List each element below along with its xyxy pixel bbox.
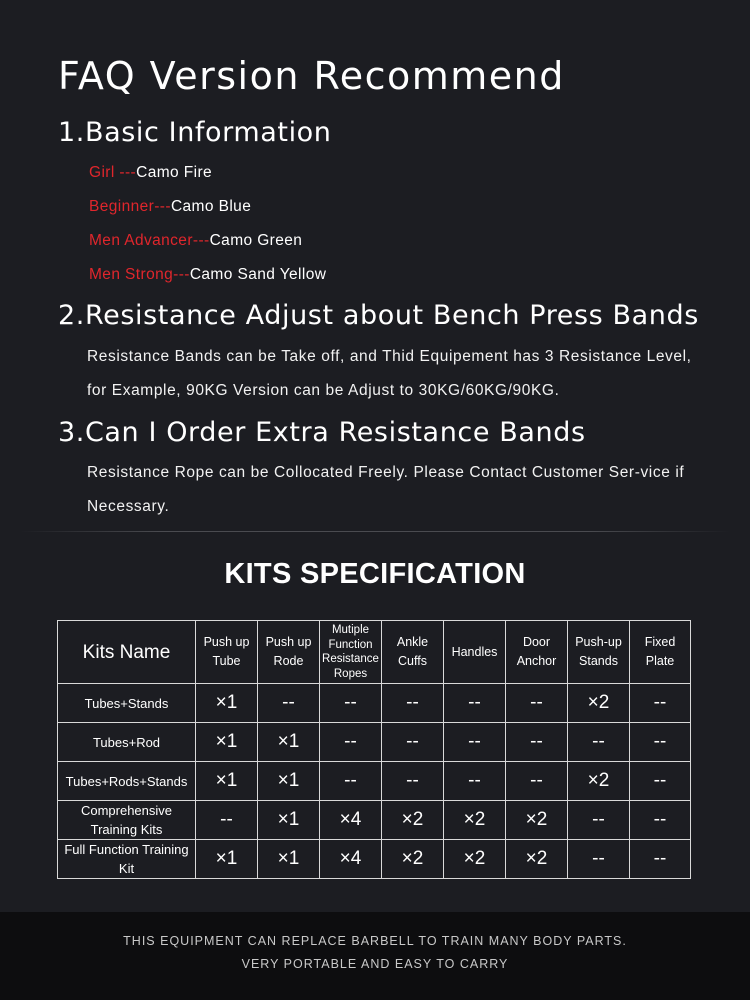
table-cell: ×1 xyxy=(258,762,320,801)
column-header-ankle-cuffs: Ankle Cuffs xyxy=(382,621,444,684)
kits-specification-table xyxy=(57,620,691,879)
resistance-adjust-text: Resistance Bands can be Take off, and Thid Equipement has 3 Resistance Level, for Example, 90KG Version can be Adjust to 30KG/60KG/90KG. xyxy=(87,348,692,399)
column-header-push-up-rode: Push up Rode xyxy=(258,621,320,684)
table-row xyxy=(58,762,691,801)
table-cell: ×2 xyxy=(506,801,568,840)
info-item-beginner xyxy=(89,198,251,216)
info-item-men-strong xyxy=(89,266,326,284)
kits-specification-title: KITS SPECIFICATION xyxy=(224,558,526,590)
table-cell: -- xyxy=(444,684,506,723)
info-item-value: Camo Green xyxy=(209,232,303,249)
footer-line-1: THIS EQUIPMENT CAN REPLACE BARBELL TO TRAIN MANY BODY PARTS. xyxy=(123,934,627,948)
table-cell: -- xyxy=(506,762,568,801)
kit-name-cell: Full Function Training Kit xyxy=(58,840,196,879)
column-header-push-up-tube: Push up Tube xyxy=(196,621,258,684)
info-item-men-advancer xyxy=(89,232,302,250)
footer-line-2: VERY PORTABLE AND EASY TO CARRY xyxy=(241,957,509,971)
table-cell: -- xyxy=(630,762,691,801)
column-header-fixed-plate: Fixed Plate xyxy=(630,621,691,684)
table-cell: -- xyxy=(320,723,382,762)
table-cell: -- xyxy=(568,723,630,762)
table-cell: ×2 xyxy=(444,801,506,840)
column-header-door-anchor: Door Anchor xyxy=(506,621,568,684)
table-cell: -- xyxy=(630,723,691,762)
table-cell: -- xyxy=(382,762,444,801)
kit-name-cell: Tubes+Stands xyxy=(58,684,196,723)
section-heading-extra-bands: 3.Can I Order Extra Resistance Bands xyxy=(58,417,586,448)
table-row xyxy=(58,840,691,879)
footer-banner xyxy=(0,912,750,1000)
table-cell: ×2 xyxy=(382,801,444,840)
table-cell: ×2 xyxy=(506,840,568,879)
table-cell: -- xyxy=(382,684,444,723)
table-cell: -- xyxy=(630,840,691,879)
table-cell: -- xyxy=(568,840,630,879)
table-cell: ×1 xyxy=(196,684,258,723)
table-header-row xyxy=(58,621,691,684)
table-cell: -- xyxy=(568,801,630,840)
info-item-label: Men Advancer--- xyxy=(89,232,210,249)
table-cell: -- xyxy=(444,762,506,801)
column-header-kits-name: Kits Name xyxy=(58,621,196,684)
column-header-push-up-stands: Push-up Stands xyxy=(568,621,630,684)
table-cell: -- xyxy=(196,801,258,840)
info-item-label: Girl --- xyxy=(89,164,137,181)
table-cell: -- xyxy=(506,684,568,723)
table-row xyxy=(58,723,691,762)
table-cell: ×4 xyxy=(320,840,382,879)
table-cell: ×2 xyxy=(568,684,630,723)
info-item-value: Camo Sand Yellow xyxy=(189,266,327,283)
table-row xyxy=(58,801,691,840)
table-cell: -- xyxy=(258,684,320,723)
column-header-handles: Handles xyxy=(444,621,506,684)
kit-name-cell: Tubes+Rod xyxy=(58,723,196,762)
table-cell: -- xyxy=(320,762,382,801)
table-cell: ×1 xyxy=(258,801,320,840)
table-cell: ×1 xyxy=(196,840,258,879)
table-cell: ×4 xyxy=(320,801,382,840)
table-row xyxy=(58,684,691,723)
table-cell: -- xyxy=(506,723,568,762)
table-cell: -- xyxy=(630,684,691,723)
info-item-label: Men Strong--- xyxy=(89,266,190,283)
kit-name-cell: Comprehensive Training Kits xyxy=(58,801,196,840)
column-header-resistance-ropes: Mutiple Function Resistance Ropes xyxy=(320,621,382,684)
section-heading-resistance-adjust: 2.Resistance Adjust about Bench Press Bands xyxy=(58,300,699,331)
table-cell: ×2 xyxy=(444,840,506,879)
info-item-value: Camo Fire xyxy=(136,164,213,181)
section-divider xyxy=(20,531,730,532)
section-heading-basic-information: 1.Basic Information xyxy=(58,117,332,148)
table-cell: ×1 xyxy=(196,762,258,801)
kit-name-cell: Tubes+Rods+Stands xyxy=(58,762,196,801)
table-cell: -- xyxy=(320,684,382,723)
table-cell: ×2 xyxy=(382,840,444,879)
table-cell: ×1 xyxy=(258,723,320,762)
faq-title: FAQ Version Recommend xyxy=(58,54,565,98)
table-cell: -- xyxy=(382,723,444,762)
table-cell: ×1 xyxy=(258,840,320,879)
table-cell: ×1 xyxy=(196,723,258,762)
info-item-girl xyxy=(89,164,212,182)
table-cell: -- xyxy=(630,801,691,840)
info-item-label: Beginner--- xyxy=(89,198,171,215)
table-cell: ×2 xyxy=(568,762,630,801)
table-cell: -- xyxy=(444,723,506,762)
extra-bands-text: Resistance Rope can be Collocated Freely. Please Contact Customer Ser-vice if Necessary. xyxy=(87,464,685,515)
info-item-value: Camo Blue xyxy=(170,198,252,215)
